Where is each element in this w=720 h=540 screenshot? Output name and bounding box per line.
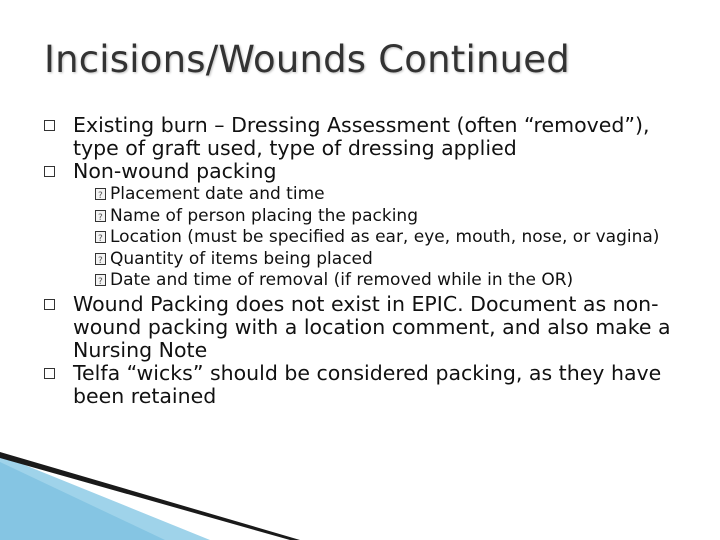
bullet-square-icon xyxy=(44,166,55,177)
missing-glyph-icon xyxy=(95,253,106,265)
bullet-text: Telfa “wicks” should be considered packing, as they have been retained xyxy=(73,360,662,408)
sub-bullet-item xyxy=(110,227,670,249)
sub-bullet-text: Quantity of items being placed xyxy=(110,248,373,269)
sub-bullet-text: Date and time of removal (if removed while in the OR) xyxy=(110,270,574,290)
bullet-item xyxy=(73,362,673,408)
bullet-item xyxy=(73,293,673,362)
bullet-square-icon xyxy=(44,368,55,379)
sub-bullet-text: Name of person placing the packing xyxy=(110,205,418,226)
missing-glyph-icon xyxy=(95,210,106,222)
sub-bullet-item xyxy=(110,249,670,271)
slide-title: Incisions/Wounds Continued xyxy=(44,38,570,81)
missing-glyph-icon xyxy=(95,231,106,243)
bullet-list xyxy=(0,114,720,408)
missing-glyph-icon xyxy=(95,274,106,286)
sub-bullet-item xyxy=(110,184,670,206)
bullet-item xyxy=(73,114,673,160)
sub-bullet-item xyxy=(110,206,670,228)
sub-bullet-text: Placement date and time xyxy=(110,184,325,204)
bullet-text: Wound Packing does not exist in EPIC. Document as non-wound packing with a location comment, and also make a Nursing Note xyxy=(73,291,671,362)
bullet-square-icon xyxy=(44,299,55,310)
bullet-square-icon xyxy=(44,120,55,131)
sub-bullet-text: Location (must be specified as ear, eye, mouth, nose, or vagina) xyxy=(110,227,660,247)
missing-glyph-icon xyxy=(95,188,106,200)
sub-bullet-item xyxy=(110,270,670,292)
bullet-text: Non-wound packing xyxy=(73,159,277,183)
bullet-item xyxy=(73,160,673,183)
bullet-text: Existing burn – Dressing Assessment (often “removed”), type of graft used, type of dressing applied xyxy=(73,113,650,160)
